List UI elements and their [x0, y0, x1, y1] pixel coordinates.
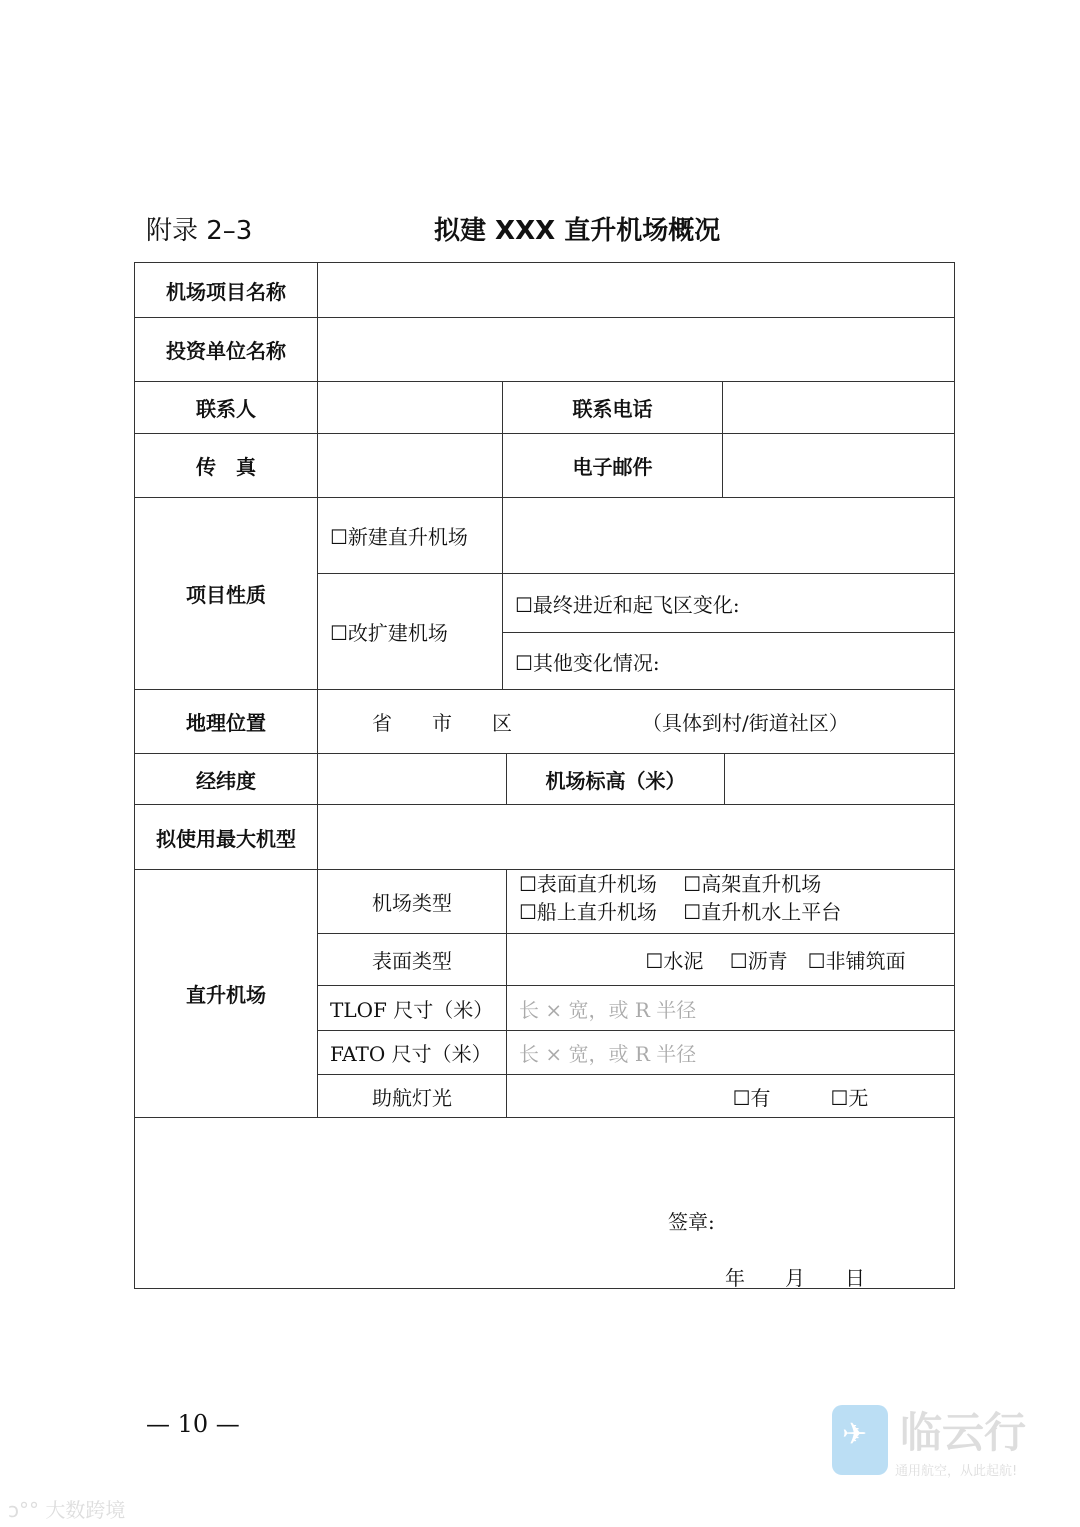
label-project-name: 机场项目名称	[134, 262, 318, 318]
label-fato: FATO 尺寸（米）	[317, 1030, 507, 1075]
location-field[interactable]: 省 市 区 （具体到村/街道社区）	[317, 689, 955, 754]
checkbox-approach-change[interactable]: ☐最终进近和起飞区变化:	[502, 573, 955, 633]
checkbox-expand[interactable]: ☐改扩建机场	[317, 573, 503, 690]
investor-field[interactable]	[317, 317, 955, 382]
heliport-type-row1[interactable]: ☐表面直升机场 ☐高架直升机场	[519, 872, 822, 896]
label-elevation: 机场标高（米）	[506, 753, 725, 805]
lights-options	[506, 1074, 955, 1118]
checkbox-new-heliport[interactable]: ☐新建直升机场	[317, 497, 503, 574]
label-nature: 项目性质	[134, 497, 318, 690]
email-field[interactable]	[722, 433, 955, 498]
elevation-field[interactable]	[724, 753, 955, 805]
tlof-field[interactable]: 长 × 宽，或 R 半径	[506, 985, 955, 1031]
label-heliport-type: 机场类型	[317, 869, 507, 934]
label-contact: 联系人	[134, 381, 318, 434]
max-aircraft-field[interactable]	[317, 804, 955, 870]
label-location: 地理位置	[134, 689, 318, 754]
phone-field[interactable]	[722, 381, 955, 434]
label-latlon: 经纬度	[134, 753, 318, 805]
page-number: — 10 —	[146, 1410, 240, 1438]
appendix-label: 附录 2–3	[146, 216, 253, 246]
project-name-field[interactable]	[317, 262, 955, 318]
airplane-icon: ✈	[842, 1417, 868, 1452]
seal-label: 签章:	[668, 1210, 715, 1234]
label-email: 电子邮件	[502, 433, 723, 498]
latlon-field[interactable]	[317, 753, 507, 805]
contact-field[interactable]	[317, 381, 503, 434]
checkbox-lights-no[interactable]: ☐无	[830, 1085, 869, 1110]
label-heliport: 直升机场	[134, 869, 318, 1118]
fax-field[interactable]	[317, 433, 503, 498]
label-max-aircraft: 拟使用最大机型	[134, 804, 318, 870]
new-heliport-field[interactable]	[502, 497, 955, 574]
surface-type-options[interactable]: ☐水泥 ☐沥青 ☐非铺筑面	[506, 933, 955, 986]
label-tlof: TLOF 尺寸（米）	[317, 985, 507, 1031]
watermark-slogan: 通用航空，从此起航!	[895, 1464, 1018, 1479]
page-title: 拟建 XXX 直升机场概况	[434, 216, 721, 246]
date-label: 年 月 日	[725, 1266, 865, 1290]
logo-watermark	[832, 1405, 888, 1475]
checkbox-other-change[interactable]: ☐其他变化情况:	[502, 632, 955, 690]
label-fax: 传 真	[134, 433, 318, 498]
label-investor: 投资单位名称	[134, 317, 318, 382]
checkbox-lights-yes[interactable]: ☐有	[732, 1085, 771, 1110]
label-lights: 助航灯光	[317, 1074, 507, 1118]
fato-field[interactable]: 长 × 宽，或 R 半径	[506, 1030, 955, 1075]
label-phone: 联系电话	[502, 381, 723, 434]
corner-watermark: ↄ°° 大数跨境	[8, 1498, 126, 1522]
heliport-type-options	[506, 869, 955, 934]
watermark-logo-icon: ↄ°°	[8, 1498, 46, 1522]
label-surface-type: 表面类型	[317, 933, 507, 986]
heliport-type-row2[interactable]: ☐船上直升机场 ☐直升机水上平台	[519, 900, 842, 924]
watermark-brand: 临云行	[900, 1408, 1027, 1457]
